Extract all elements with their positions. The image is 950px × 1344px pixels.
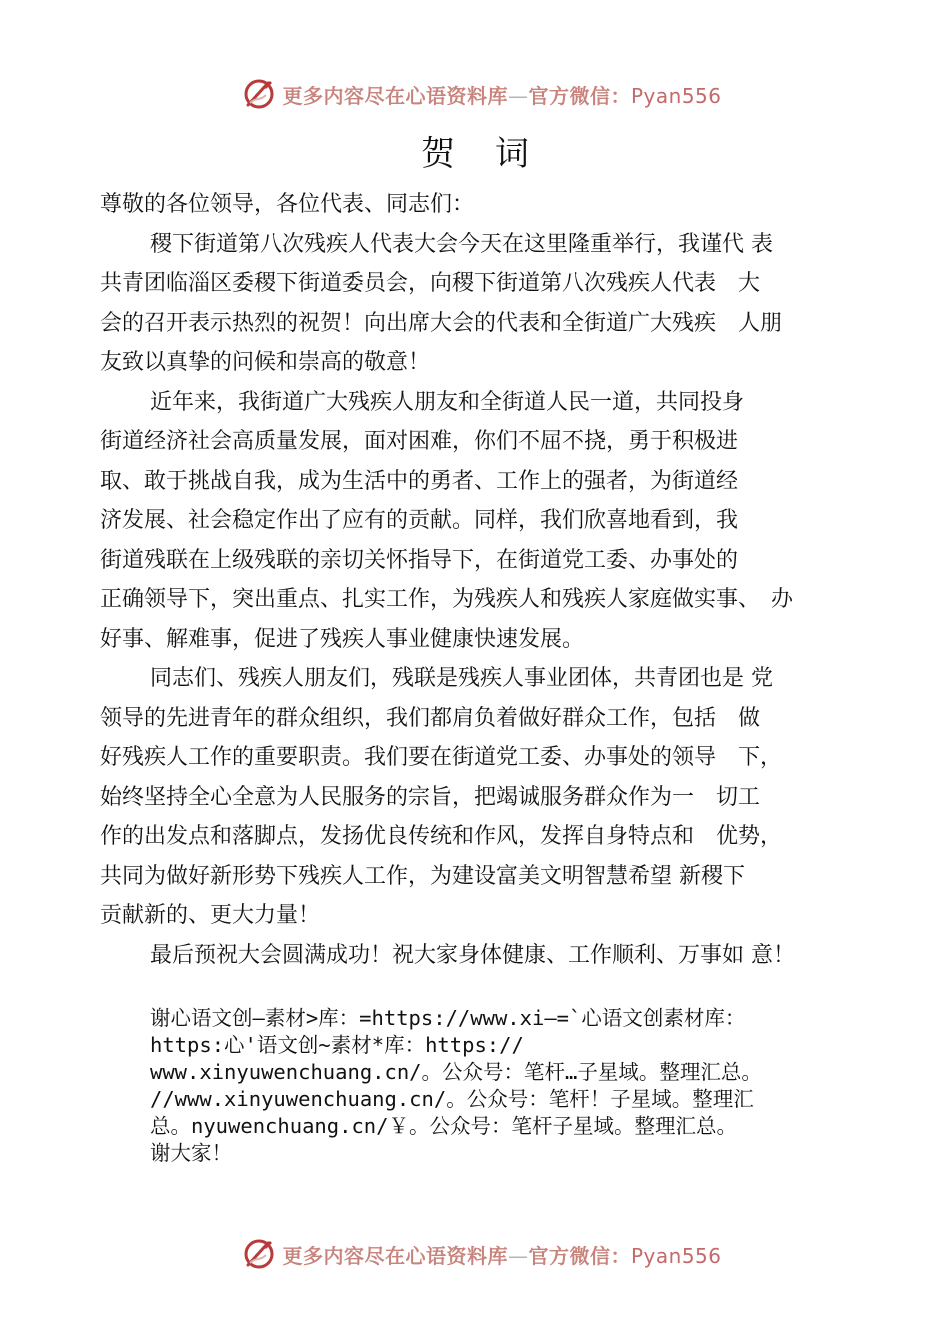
closing-line: 最后预祝大会圆满成功！祝大家身体健康、工作顺利、万事如 意！ xyxy=(150,942,795,968)
footer-wechat-id: Pyan556 xyxy=(630,1243,722,1268)
paragraph-2 xyxy=(100,383,840,660)
footer-banner-text xyxy=(282,1240,721,1269)
pen-circle-logo-icon xyxy=(242,77,276,111)
header-banner-content xyxy=(242,77,721,111)
paragraph-line: 街道经济社会高质量发展，面对困难，你们不屈不挠，勇于积极进 xyxy=(100,429,739,454)
footer-brand-text: 更多内容尽在心语资料库 xyxy=(282,1243,508,1268)
paragraph-line: 领导的先进青年的群众组织，我们都肩负着做好群众工作，包括 做 xyxy=(100,705,761,731)
paragraph-line: 稷下街道第八次残疾人代表大会今天在这里隆重举行，我谨代 表 xyxy=(150,231,773,257)
header-banner xyxy=(0,72,950,116)
paragraph-line: 同志们、残疾人朋友们，残联是残疾人事业团体，共青团也是 党 xyxy=(150,666,773,691)
paragraph-line: 共青团临淄区委稷下街道委员会，向稷下街道第八次残疾人代表 大 xyxy=(100,271,761,296)
salutation: 尊敬的各位领导，各位代表、同志们： xyxy=(100,192,475,217)
paragraph-line: 取、敢于挑战自我，成为生活中的勇者、工作上的强者，为街道经 xyxy=(100,468,739,494)
paragraph-line: 作的出发点和落脚点，发扬优良传统和作风，发挥自身特点和 优势， xyxy=(100,824,783,849)
paragraph-1 xyxy=(100,225,840,383)
watermark-text-block xyxy=(150,1005,870,1167)
header-banner-text xyxy=(282,80,721,109)
watermark-line: 谢大家！ xyxy=(150,1141,232,1165)
paragraph-line: 济发展、社会稳定作出了应有的贡献。同样，我们欣喜地看到，我 xyxy=(100,508,739,533)
paragraph-line: 共同为做好新形势下残疾人工作，为建设富美文明智慧希望 新稷下 xyxy=(100,863,745,889)
document-title: 贺词 xyxy=(421,134,569,174)
paragraph-line: 会的召开表示热烈的祝贺！向出席大会的代表和全街道广大残疾 人朋 xyxy=(100,310,783,336)
watermark-line: //www.xinyuwenchuang.cn/。公众号：笔杆！子星域。整理汇 xyxy=(150,1087,754,1111)
header-separator: — xyxy=(507,83,529,108)
header-wechat-label: 官方微信： xyxy=(528,83,631,108)
header-brand-text: 更多内容尽在心语资料库 xyxy=(282,83,508,108)
footer-wechat-label: 官方微信： xyxy=(528,1243,631,1268)
paragraph-line: 街道残联在上级残联的亲切关怀指导下，在街道党工委、办事处的 xyxy=(100,547,739,573)
paragraph-line: 贡献新的、更大力量！ xyxy=(100,903,321,928)
pen-circle-logo-icon xyxy=(242,1237,276,1271)
footer-separator: — xyxy=(507,1243,529,1268)
watermark-line: https:心'语文创~素材*库：https:// xyxy=(150,1033,524,1057)
paragraph-line: 近年来，我街道广大残疾人朋友和全街道人民一道，共同投身 xyxy=(150,389,745,415)
paragraph-line: 好残疾人工作的重要职责。我们要在街道党工委、办事处的领导 下， xyxy=(100,745,783,770)
footer-banner-content xyxy=(242,1237,721,1271)
paragraph-line: 好事、解难事，促进了残疾人事业健康快速发展。 xyxy=(100,626,585,652)
paragraph-line: 友致以真挚的问候和崇高的敬意！ xyxy=(100,350,431,375)
watermark-line: 谢心语文创—素材>库：=https://www.xi—=`心语文创素材库： xyxy=(150,1006,746,1030)
paragraph-line: 始终坚持全心全意为人民服务的宗旨，把竭诚服务群众作为一 切工 xyxy=(100,784,761,810)
header-wechat-id: Pyan556 xyxy=(630,83,722,108)
paragraph-3 xyxy=(100,659,840,936)
watermark-line: www.xinyuwenchuang.cn/。公众号：笔杆…子星域。整理汇总。 xyxy=(150,1060,762,1084)
paragraph-line: 正确领导下，突出重点、扎实工作，为残疾人和残疾人家庭做实事、 办 xyxy=(100,587,794,612)
footer-banner xyxy=(0,1232,950,1276)
watermark-line: 总。nyuwenchuang.cn/￥。公众号：笔杆子星域。整理汇总。 xyxy=(150,1114,737,1138)
document-body xyxy=(100,185,840,975)
